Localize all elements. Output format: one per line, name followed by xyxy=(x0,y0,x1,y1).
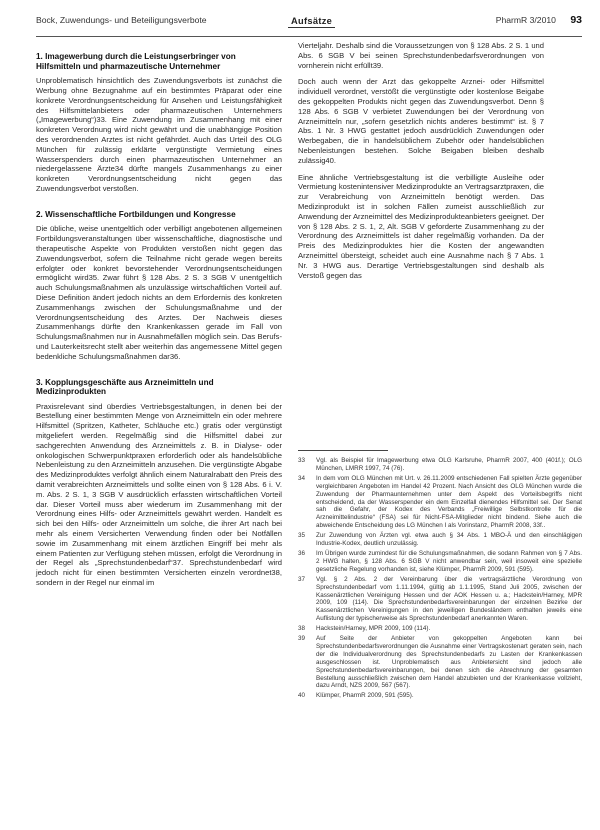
footnote: 36 Im Übrigen wurde zumindest für die Schulungsmaßnahmen, die sodann Rahmen von § 7 Abs. 2 HWG halten, § 128 Abs. 6 SGB V nicht anwendbar sein, weil insoweit eine spezielle gesetzliche Regelung vorhanden ist, siehe Klümper, PharmR 2009, 591 (595). xyxy=(298,549,582,573)
footnote: 34 In dem vom OLG München mit Urt. v. 26.11.2009 entschiedenen Fall spielten Ärzte gegenüber vergleichbaren Angeboten im Handel 42 Prozent. Nach Ansicht des OLG München wurde die Zuwendung der Pharmaunternehmen unter dem Aspekt des Vorteilsbegriffs nicht entscheidend, da der Wasserspender ein dem Einzelfall dienendes Hilfsmittel sei. Der Senat sah die Gefahr, der Kodex des Verbands „Freiwillige Selbstkontrolle für die Arzneimittelindustrie“ (FSA) sei für Nicht-FSA-Mitglieder nicht bindend. Siehe auch die abweichende Entscheidung des LG München I als Vorinstanz, PharmR 2008, 33f.. xyxy=(298,474,582,530)
footnote: 39 Auf Seite der Anbieter von gekoppelten Angeboten kann bei Sprechstundenbedarfsverordnungen die Ausnahme einer Vertragskostenart geraten sein, nach der die Individualverordnung des Sprechstundenbedarfs zu Lasten der Krankenkassen ausgeschlossen ist. Unproblematisch aus Anbietersicht sind jedoch alle Sprechstundenbedarfsvereinbarungen, bei denen sich die Abrechnung der gesamten Bestellung ausschließlich zwischen dem Handel abzubieten und der Krankenkasse vollzieht, dazu Arndt, NZS 2009, 567 (567). xyxy=(298,635,582,690)
section-heading-kopplungsgeschaefte: 3. Kopplungsgeschäfte aus Arzneimitteln und Medizinprodukten xyxy=(36,377,214,397)
running-title: Bock, Zuwendungs- und Beteiligungsverbote xyxy=(36,15,207,25)
paragraph: Eine ähnliche Vertriebsgestaltung ist die verbilligte Ausleihe oder Vermietung kostenintensiver Medizinprodukte an Vertragsarztpraxen, die zur Verabreichung von Arzneimitteln benötigt werden. Das Medizinprodukt ist in solchen Fällen zumeist ausschließlich zur Anwendung der Arzneimittel des Medizinprodukteanbieters geeignet. Der von § 128 Abs. 2 S. 1, 2, Alt. SGB V geforderte Zusammenhang zu der Verordnung des Arzneimittels ist daher regelmäßig vorhanden. Da der Preis des Medizinproduktes hier die Kosten der angewandten Arzneimittel übersteigt, scheidet auch eine Ausnahme nach § 7 Abs. 1 Nr. 3 HWG aus. Derartige Vertriebsgestaltungen sind deshalb als Verstoß gegen das xyxy=(298,172,544,280)
footnote: 35 Zur Zuwendung von Ärzten vgl. etwa auch § 34 Abs. 1 MBO-Ä und den einschlägigen Industrie-Kodex, deutlich unzulässig. xyxy=(298,532,582,548)
paragraph: Die übliche, weise unentgeltlich oder verbilligt angebotenen allgemeinen Fortbildungsveranstaltungen über wissenschaftliche, diagnostische und therapeutische Aspekte von Produkten verstoßen nicht gegen das Zuwendungsverbot, sofern die Teilnahme nicht gerade wegen bereits erfolgter oder konkret bevorstehender Verordnungsentscheidungen ermöglicht wird35. Zwar führt § 128 Abs. 2 S. 3 SGB V unentgeltlich auch Schulungsmaßnahmen als unzulässige wirtschaftlichen Vorteil auf. Diese Definition ändert jedoch nichts an dem Erfordernis des konkreten Zusammenhangs zwischen der Schulungsmaßnahme und der Verordnungsentscheidung des Arztes. Der Nachweis dieses Zusammenhangs dürfte den Krankenkassen gerade im Fall von Schulungsmaßnahmen nur in Ausnahmefällen möglich sein. Das Berufs- und Lauterkeitsrecht stellt aber weiterhin das angemessene Mittel gegen bedenkliche Schulungsmaßnahmen dar36. xyxy=(36,224,282,361)
page-number: 93 xyxy=(570,14,582,26)
section-label: Aufsätze xyxy=(288,16,335,28)
journal-name: PharmR 3/2010 xyxy=(495,15,556,25)
section-heading-fortbildungen: 2. Wissenschaftliche Fortbildungen und Kongresse xyxy=(36,209,236,219)
footnote: 40 Klümper, PharmR 2009, 591 (595). xyxy=(298,692,414,700)
paragraph: Vierteljahr. Deshalb sind die Voraussetzungen von § 128 Abs. 2 S. 1 und Abs. 6 SGB V bei seinen Sprechstundenbedarfsverordnungen von vornherein nicht erfüllt39. xyxy=(298,41,544,70)
paragraph: Doch auch wenn der Arzt das gekoppelte Arznei- oder Hilfsmittel individuell verordnet, verstößt die vergünstigte oder kostenlose Beigabe des gekoppelten Produkts nicht gegen das Zuwendungsverbot. Denn § 128 Abs. 6 SGB V verbietet Zuwendungen bei der Verordnung von Arzneimitteln nur, „sofern gesetzlich nichts anderes bestimmt“ ist. § 7 Abs. 1 Nr. 3 HWG gestattet jedoch ausdrücklich Zuwendungen oder Werbegaben, die in handelsüblichem Zubehör oder handelsüblichen Nebenleistungen bestehen. Solche Beigaben bleiben deshalb zulässig40. xyxy=(298,77,544,165)
page-header xyxy=(36,10,582,36)
left-column xyxy=(36,52,282,595)
footnote: 37 Vgl. § 2 Abs. 2 der Vereinbarung über die vertragsärztliche Verordnung von Sprechstundenbedarf vom 1.11.1994, gültig ab 1.1.1995, Stand Juli 2005, zwischen der Kassenärztlichen Vereinigung Hessen und der AOK Hessen u. a.; Hackstein/Harney, MPR 2009, 109 (114). Die Sprechstundenbedarfsvereinbarungen der einzelnen Bezirke der Kassenärztlichen Vereinigungen in den jeweiligen Bundesländern enthalten jeweils eine Auflistung der typischerweise als Sprechstundenbedarf anerkannten Waren. xyxy=(298,575,582,623)
journal-info xyxy=(496,14,582,26)
footnotes xyxy=(298,457,582,702)
section-heading-imagewerbung: 1. Imagewerbung durch die Leistungserbringer von Hilfsmitteln und pharmazeutische Unternehmer xyxy=(36,52,236,71)
paragraph: Praxisrelevant sind überdies Vertriebsgestaltungen, in denen bei der Bestellung einer bestimmten Menge von Arzneimitteln ein oder mehrere Hilfsmittel (Spritzen, Katheter, Schläuche etc.) gratis oder vergünstigt mitgeliefert werden. Regelmäßig sind die Hilfsmittel dabei zur sachgerechten Anwendung des Arzneimittels z. B. in Dialyse- oder onkologischen Schwerpunktpraxen erforderlich oder als handelsübliche Nebenleistung zu den Arzneimitteln anzusehen. Die vergünstigte Abgabe des Medizinproduktes verfolgt ähnlich einem Naturalrabatt den Preis des damit verabreichten Arzneimittels und sollte einen von § 128 Abs. 6 i. V. m. Abs. 2 S. 1, 3 SGB V ausdrücklich erfassten wirtschaftlichen Vorteil dar. Dieser Vorteil muss aber wiederum im Zusammenhang mit der Verordnung eines Hilfs- oder Arzneimittels gewährt werden. Handelt es sich bei den Hilfs- oder Arzneimitteln um solche, die ihrer Art nach bei mehr als einem Versicherten Verwendung finden oder bei Notfällen sowie im Zusammenhang mit einem ärztlichen Eingriff bei mehr als einem Patienten zur Verfügung stehen müssen, erfolgt die Verordnung in der Regel als „Sprechstundenbedarf“37. Sprechstundenbedarf wird jedoch nicht für einen bestimmten Versicherten einzeln verordnet38, sondern in der Regel nur einmal im xyxy=(36,401,282,588)
footnote: 33 Vgl. als Beispiel für Imagewerbung etwa OLG Karlsruhe, PharmR 2007, 400 (401f.); OLG München, LMRR 1997, 74 (76). xyxy=(298,457,582,472)
right-column xyxy=(298,41,544,287)
header-rule xyxy=(36,36,582,37)
paragraph: Unproblematisch hinsichtlich des Zuwendungsverbots ist zunächst die Werbung ohne Bezugnahme auf ein bestimmtes Präparat oder eine konkrete Verordnungsentscheidung für Ansehen und Leistungsfähigkeit des Hilfsmittelanbieters oder pharmazeutischen Unternehmers („Imagewerbung“)33. Eine Zuwendung im Zusammenhang mit einer konkreten Verordnung wird nicht gewährt und die unabhängige Position des verordnenden Arztes ist nicht gefährdet. Auch das Urteil des OLG München für zulässig erklärte vergünstigte Vermietung eines Wasserspenders durch einen pharmazeutischen Unternehmer an niedergelassene Ärzte34 dürfte mangels Zusammenhangs zu einer konkreten Verordnungsentscheidung nicht gegen das Zuwendungsverbot verstoßen. xyxy=(36,76,282,193)
footnote-separator xyxy=(298,450,388,451)
footnote: 38 Hackstein/Harney, MPR 2009, 109 (114). xyxy=(298,625,431,633)
